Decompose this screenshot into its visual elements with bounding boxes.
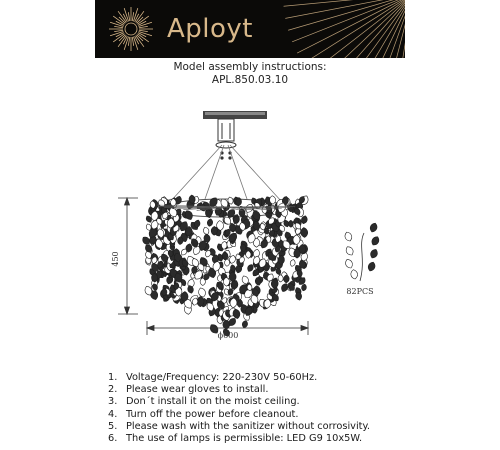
chandelier-drawing	[0, 95, 500, 370]
model-number: APL.850.03.10	[211, 74, 289, 86]
instruction-item: 1. Voltage/Frequency: 220-230V 50-60Hz.	[108, 372, 318, 383]
ceiling-canopy	[203, 111, 267, 160]
sunburst-icon	[109, 7, 153, 51]
height-label: 450	[111, 251, 120, 267]
leaf-branch-detail	[344, 222, 381, 281]
width-label: ϕ600	[217, 331, 239, 340]
leaf-cluster	[141, 194, 310, 337]
brand-name: Aployt	[167, 14, 254, 44]
instruction-item: 2. Please wear gloves to install.	[108, 384, 269, 396]
document-title	[0, 61, 500, 87]
instruction-item: 6. The use of lamps is permissible: LED G9 10x5W.	[108, 433, 363, 445]
corner-rays-decor	[284, 0, 405, 58]
brand-banner	[95, 0, 405, 58]
instruction-item: 3. Don´t install it on the moist ceiling.	[108, 396, 300, 408]
instruction-item: 5. Please wash with the sanitizer without corrosivity.	[108, 420, 371, 432]
height-dimension	[118, 198, 138, 314]
title-line: Model assembly instructions:	[173, 61, 327, 73]
parts-count-label: 82PCS	[346, 287, 374, 296]
instructions-list	[108, 372, 370, 445]
instruction-item: 4. Turn off the power before cleanout.	[108, 408, 299, 420]
suspension-cables	[170, 145, 282, 202]
